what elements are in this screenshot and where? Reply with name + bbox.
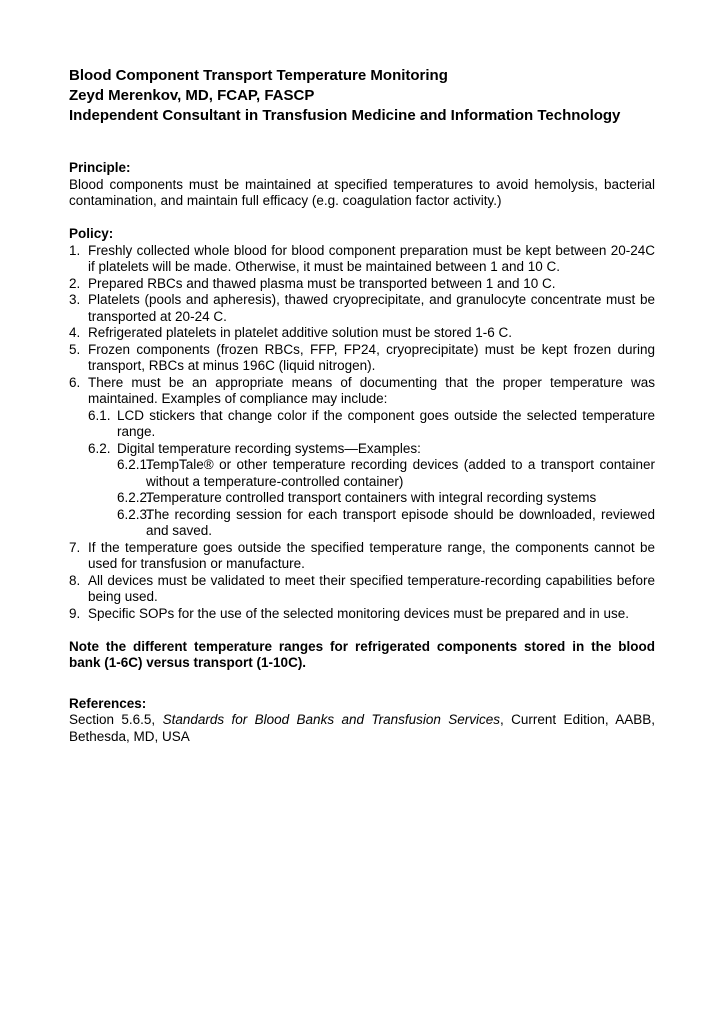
document-author-title: Independent Consultant in Transfusion Medicine and Information Technology — [69, 107, 621, 124]
policy-item-8-text: All devices must be validated to meet their specified temperature-recording capabilities before being used. — [88, 572, 655, 604]
policy-item-6-number: 6. — [69, 374, 81, 390]
policy-item-6-2-3-number: 6.2.3. — [117, 506, 151, 522]
note-paragraph: Note the different temperature ranges for refrigerated components stored in the blood bank (1-6C) versus transport (1-10C). — [69, 638, 655, 670]
policy-item-6-2-2 — [117, 490, 655, 507]
policy-section — [69, 226, 655, 622]
policy-item-1 — [69, 243, 655, 276]
reference-entry-suffix: , Current Edition, AABB, Bethesda, MD, USA — [69, 712, 655, 744]
policy-item-8-number: 8. — [69, 572, 81, 588]
policy-item-6-2-number: 6.2. — [88, 440, 111, 456]
policy-item-2-text: Prepared RBCs and thawed plasma must be transported between 1 and 10 C. — [88, 275, 556, 291]
policy-heading: Policy: — [69, 226, 114, 241]
policy-item-9-number: 9. — [69, 605, 81, 621]
policy-item-6-2 — [88, 441, 655, 458]
policy-item-6 — [69, 375, 655, 408]
document-title: Blood Component Transport Temperature Monitoring — [69, 67, 448, 84]
policy-item-7 — [69, 540, 655, 573]
document-author: Zeyd Merenkov, MD, FCAP, FASCP — [69, 87, 315, 104]
policy-item-4-text: Refrigerated platelets in platelet additive solution must be stored 1-6 C. — [88, 325, 512, 340]
policy-item-9 — [69, 606, 655, 623]
policy-item-5 — [69, 342, 655, 375]
policy-item-6-2-1-number: 6.2.1. — [117, 457, 151, 472]
policy-item-2 — [69, 276, 655, 293]
policy-item-6-1-text: LCD stickers that change color if the component goes outside the selected temperature range. — [117, 407, 655, 439]
policy-item-6-2-1 — [117, 457, 655, 490]
policy-item-7-number: 7. — [69, 539, 81, 555]
principle-body: Blood components must be maintained at specified temperatures to avoid hemolysis, bacterial contamination, and maintain full efficacy (e.g. coagulation factor activity.) — [69, 176, 655, 208]
policy-item-7-text: If the temperature goes outside the specified temperature range, the components cannot be used for transfusion or manufacture. — [88, 539, 655, 571]
reference-entry-prefix: Section 5.6.5, — [69, 712, 163, 727]
policy-item-4 — [69, 325, 655, 342]
policy-item-6-2-text: Digital temperature recording systems—Examples: — [117, 440, 421, 456]
policy-item-6-text: There must be an appropriate means of documenting that the proper temperature was maintained. Examples of compliance may include: — [88, 374, 655, 406]
document-header — [69, 66, 655, 126]
reference-entry-title: Standards for Blood Banks and Transfusion Services — [162, 712, 501, 727]
policy-item-6-1 — [88, 408, 655, 441]
policy-item-6-2-3-text: The recording session for each transport episode should be downloaded, reviewed and saved. — [146, 506, 655, 538]
policy-item-6-2-3 — [117, 507, 655, 540]
policy-item-4-number: 4. — [69, 325, 81, 340]
policy-item-3-number: 3. — [69, 292, 81, 307]
references-section — [69, 696, 655, 746]
policy-item-6-2-2-number: 6.2.2. — [117, 490, 151, 505]
policy-item-5-number: 5. — [69, 341, 81, 357]
policy-list — [69, 243, 655, 623]
principle-section — [69, 160, 655, 210]
policy-item-9-text: Specific SOPs for the use of the selected monitoring devices must be prepared and in use. — [88, 605, 630, 621]
policy-item-5-text: Frozen components (frozen RBCs, FFP, FP24, cryoprecipitate) must be kept frozen during transport, RBCs at minus 196C (liquid nitrogen). — [88, 341, 655, 373]
policy-item-3-text: Platelets (pools and apheresis), thawed cryoprecipitate, and granulocyte concentrate must be transported at 20-24 C. — [88, 292, 655, 324]
policy-item-6-2-2-text: Temperature controlled transport containers with integral recording systems — [146, 490, 597, 505]
policy-item-6-1-number: 6.1. — [88, 407, 111, 423]
policy-item-1-number: 1. — [69, 242, 81, 258]
policy-item-2-number: 2. — [69, 275, 81, 291]
policy-item-8 — [69, 573, 655, 606]
policy-item-1-text: Freshly collected whole blood for blood component preparation must be kept between 20-24C if platelets will be made. Otherwise, it must be maintained between 1 and 10 C. — [88, 242, 655, 274]
reference-entry — [69, 712, 655, 745]
policy-item-3 — [69, 292, 655, 325]
principle-heading: Principle: — [69, 160, 131, 175]
references-heading: References: — [69, 695, 147, 711]
policy-item-6-2-1-text: TempTale® or other temperature recording devices (added to a transport container without a temperature-controlled container) — [146, 457, 655, 489]
